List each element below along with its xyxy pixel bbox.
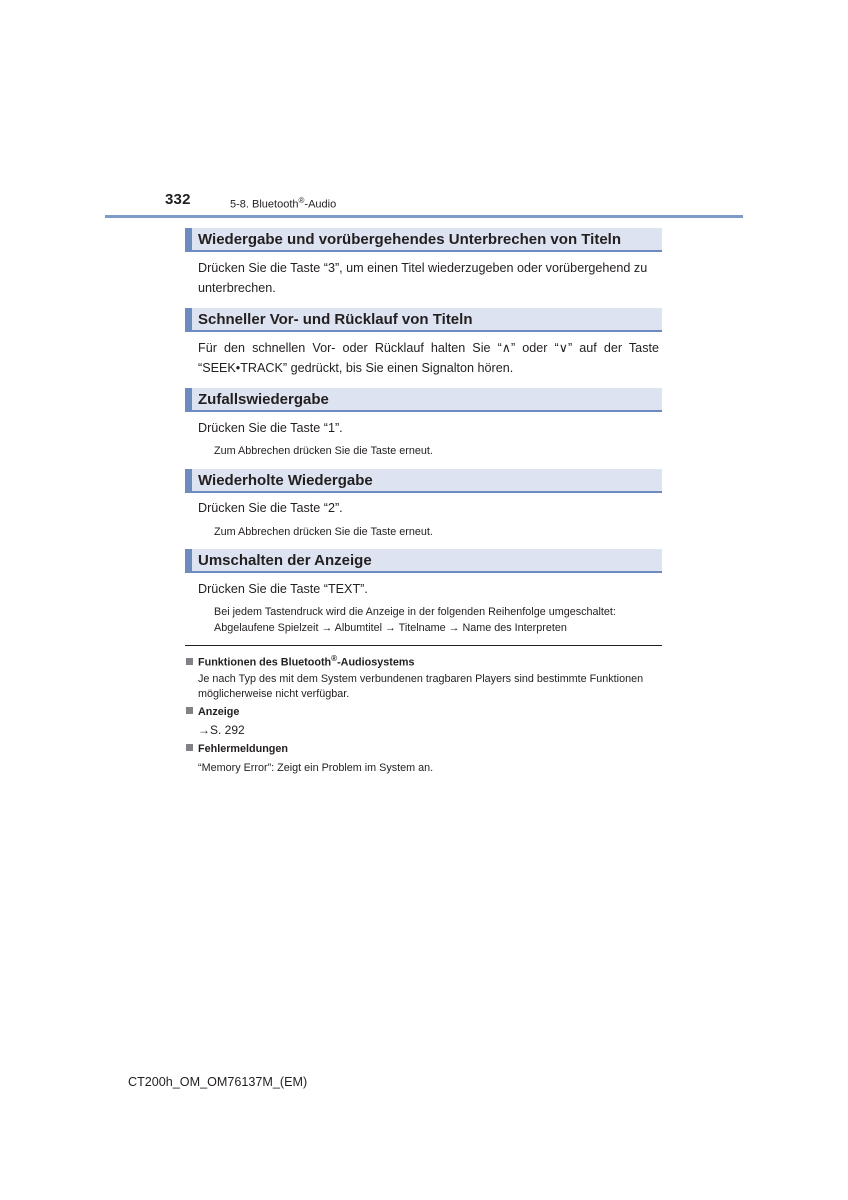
info-heading-display — [186, 706, 239, 718]
section-note-shuffle: Zum Abbrechen drücken Sie die Taste erneut. — [214, 445, 433, 457]
section-heading-repeat — [185, 469, 662, 493]
footer-document-code: CT200h_OM_OM76137M_(EM) — [128, 1075, 308, 1089]
section-note-repeat: Zum Abbrechen drücken Sie die Taste erneut. — [214, 526, 433, 538]
section-title: Wiedergabe und vorübergehendes Unterbrechen von Titeln — [198, 231, 621, 248]
section-divider — [185, 645, 662, 646]
square-bullet-icon — [186, 658, 193, 665]
registered-mark: ® — [298, 196, 305, 205]
chapter-title — [230, 196, 336, 211]
info-title: Anzeige — [198, 706, 240, 718]
info-title-suffix: -Audiosystems — [337, 656, 415, 669]
section-title: Schneller Vor- und Rücklauf von Titeln — [198, 311, 473, 328]
section-title: Zufallswiedergabe — [198, 391, 329, 408]
header-rule — [105, 215, 743, 218]
section-heading-fast-forward — [185, 308, 662, 332]
section-heading-display — [185, 549, 662, 573]
section-text-display: Drücken Sie die Taste “TEXT”. — [198, 582, 368, 596]
info-heading-bluetooth-functions — [186, 654, 414, 669]
info-heading-error-messages — [186, 743, 288, 755]
section-text-fast-forward: Für den schnellen Vor- oder Rücklauf halten Sie “∧” oder “∨” auf der Taste “SEEK•TRACK” gedrückt, bis Sie einen Signalton hören. — [198, 341, 659, 375]
section-heading-playback — [185, 228, 662, 252]
chapter-title-suffix: -Audio — [304, 198, 337, 211]
section-title: Wiederholte Wiedergabe — [198, 472, 373, 489]
registered-mark: ® — [331, 654, 338, 663]
note-line: Abgelaufene Spielzeit → Albumtitel → Titelname → Name des Interpreten — [214, 621, 567, 634]
info-text-bluetooth-functions: Je nach Typ des mit dem System verbundenen tragbaren Players sind bestimmte Funktionen möglicherweise nicht verfügbar. — [198, 673, 644, 700]
section-heading-shuffle — [185, 388, 662, 412]
square-bullet-icon — [186, 744, 193, 751]
page-number: 332 — [165, 191, 191, 208]
section-note-display — [214, 605, 659, 636]
info-title: Fehlermeldungen — [198, 743, 288, 755]
section-title: Umschalten der Anzeige — [198, 552, 372, 569]
info-title-prefix: Funktionen des Bluetooth — [198, 656, 332, 669]
section-text-playback: Drücken Sie die Taste “3”, um einen Titel wiederzugeben oder vorübergehend zu unterbrechen. — [198, 261, 648, 295]
square-bullet-icon — [186, 707, 193, 714]
note-line: Bei jedem Tastendruck wird die Anzeige in der folgenden Reihenfolge umgeschaltet: — [214, 606, 616, 618]
section-text-repeat: Drücken Sie die Taste “2”. — [198, 501, 343, 515]
chapter-title-prefix: 5-8. Bluetooth — [230, 198, 299, 211]
info-text-error-messages: “Memory Error”: Zeigt ein Problem im System an. — [198, 762, 434, 774]
info-text-display-reference: →S. 292 — [198, 723, 245, 737]
section-text-shuffle: Drücken Sie die Taste “1”. — [198, 421, 343, 435]
